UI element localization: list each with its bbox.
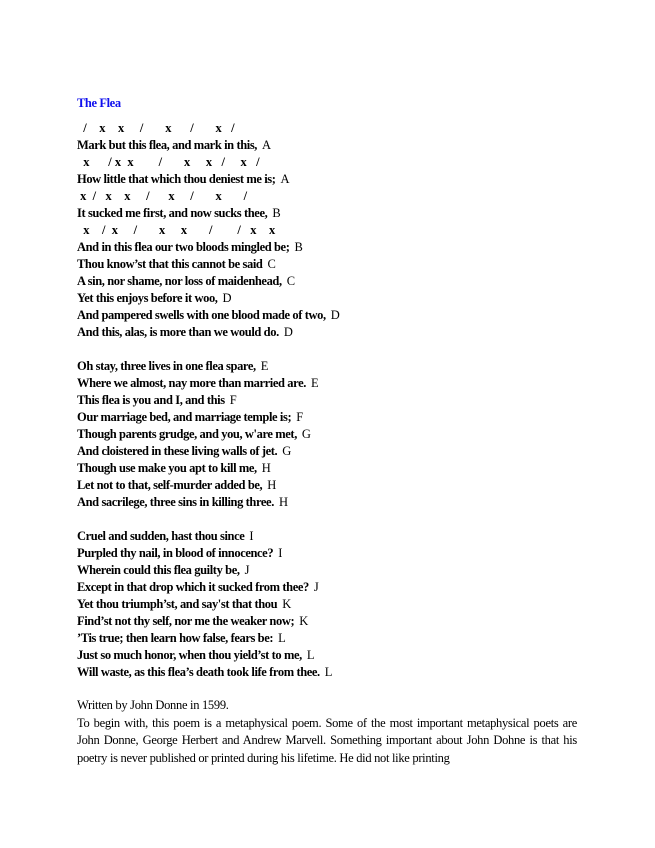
rhyme-label: D	[222, 291, 232, 305]
poem-line	[77, 664, 577, 681]
poem-line	[77, 290, 577, 307]
poem-line	[77, 171, 577, 188]
stanza-gap	[77, 511, 577, 528]
poem-line	[77, 647, 577, 664]
poem-line	[77, 409, 577, 426]
line-text: Find’st not thy self, nor me the weaker now;	[77, 614, 295, 628]
rhyme-label: F	[296, 410, 303, 424]
rhyme-label: J	[313, 580, 319, 594]
poem-line	[77, 477, 577, 494]
line-text: Yet thou triumph’st, and say'st that thou	[77, 597, 278, 611]
line-text: A sin, nor shame, nor loss of maidenhead,	[77, 274, 282, 288]
rhyme-label: H	[267, 478, 276, 492]
poem-line	[77, 613, 577, 630]
line-text: Purpled thy nail, in blood of innocence?	[77, 546, 274, 560]
line-text: Thou know’st that this cannot be said	[77, 257, 263, 271]
line-text: Cruel and sudden, hast thou since	[77, 529, 245, 543]
poem-line	[77, 137, 577, 154]
rhyme-label: E	[310, 376, 319, 390]
line-text: And this, alas, is more than we would do.	[77, 325, 279, 339]
rhyme-label: C	[267, 257, 276, 271]
line-text: Will waste, as this flea’s death took life from thee.	[77, 665, 320, 679]
stanza-3	[77, 528, 577, 681]
poem-line	[77, 443, 577, 460]
line-text: Mark but this flea, and mark in this,	[77, 138, 258, 152]
rhyme-label: L	[278, 631, 286, 645]
poem-line	[77, 307, 577, 324]
line-text: And sacrilege, three sins in killing three.	[77, 495, 274, 509]
rhyme-label: C	[286, 274, 295, 288]
poem-line	[77, 392, 577, 409]
line-text: And in this flea our two bloods mingled be;	[77, 240, 290, 254]
rhyme-label: I	[278, 546, 282, 560]
stanza-1	[77, 120, 577, 341]
line-text: Let not to that, self-murder added be,	[77, 478, 263, 492]
poem-line	[77, 596, 577, 613]
poem-line	[77, 579, 577, 596]
stanza-2	[77, 358, 577, 511]
rhyme-label: G	[301, 427, 311, 441]
poem-line	[77, 375, 577, 392]
rhyme-label: B	[272, 206, 281, 220]
line-text: How little that which thou deniest me is;	[77, 172, 276, 186]
line-text: Yet this enjoys before it woo,	[77, 291, 218, 305]
poem-line	[77, 562, 577, 579]
line-text: Though use make you apt to kill me,	[77, 461, 257, 475]
poem-line	[77, 545, 577, 562]
line-text: ’Tis true; then learn how false, fears be:	[77, 631, 274, 645]
rhyme-label: A	[262, 138, 271, 152]
rhyme-label: K	[282, 597, 291, 611]
line-text: Our marriage bed, and marriage temple is;	[77, 410, 292, 424]
poem-line	[77, 630, 577, 647]
rhyme-label: D	[330, 308, 340, 322]
rhyme-label: H	[261, 461, 271, 475]
poem-line	[77, 239, 577, 256]
line-text: It sucked me first, and now sucks thee,	[77, 206, 268, 220]
poem-line	[77, 205, 577, 222]
rhyme-label: L	[324, 665, 333, 679]
author-line: Written by John Donne in 1599.	[77, 698, 229, 712]
line-text: Though parents grudge, and you, w'are met,	[77, 427, 297, 441]
poem-line	[77, 324, 577, 341]
poem-line	[77, 494, 577, 511]
rhyme-label: H	[278, 495, 288, 509]
rhyme-label: B	[294, 240, 303, 254]
commentary	[77, 697, 577, 767]
rhyme-label: I	[249, 529, 254, 543]
line-text: And cloistered in these living walls of jet.	[77, 444, 278, 458]
commentary-paragraph: To begin with, this poem is a metaphysical poem. Some of the most important metaphysical poets are John Donne, George Herbert and Andrew Marvell. Something important about John Dohne is that his poetry is never published or printed during his lifetime. He did not like printing	[77, 715, 577, 765]
rhyme-label: L	[306, 648, 315, 662]
rhyme-label: K	[299, 614, 308, 628]
rhyme-label: G	[282, 444, 291, 458]
stanza-gap	[77, 341, 577, 358]
rhyme-label: A	[280, 172, 290, 186]
line-text: Where we almost, nay more than married are.	[77, 376, 306, 390]
rhyme-label: J	[244, 563, 250, 577]
line-text: Wherein could this flea guilty be,	[77, 563, 240, 577]
poem-line	[77, 358, 577, 375]
poem-line	[77, 273, 577, 290]
poem-line	[77, 528, 577, 545]
line-text: Just so much honor, when thou yield’st to me,	[77, 648, 302, 662]
meter-line: / x x / x / x /	[77, 121, 235, 135]
poem-line	[77, 426, 577, 443]
line-text: This flea is you and I, and this	[77, 393, 225, 407]
meter-line: x / x x / x x / x /	[77, 155, 260, 169]
poem-container	[77, 95, 577, 681]
line-text: And pampered swells with one blood made of two,	[77, 308, 326, 322]
poem-title: The Flea	[77, 96, 121, 110]
poem-line	[77, 460, 577, 477]
poem-line	[77, 256, 577, 273]
rhyme-label: F	[229, 393, 237, 407]
rhyme-label: D	[283, 325, 293, 339]
line-text: Except in that drop which it sucked from thee?	[77, 580, 309, 594]
meter-line: x / x / x x / / x x	[77, 223, 276, 237]
meter-line: x / x x / x / x /	[77, 189, 248, 203]
rhyme-label: E	[260, 359, 268, 373]
line-text: Oh stay, three lives in one flea spare,	[77, 359, 256, 373]
